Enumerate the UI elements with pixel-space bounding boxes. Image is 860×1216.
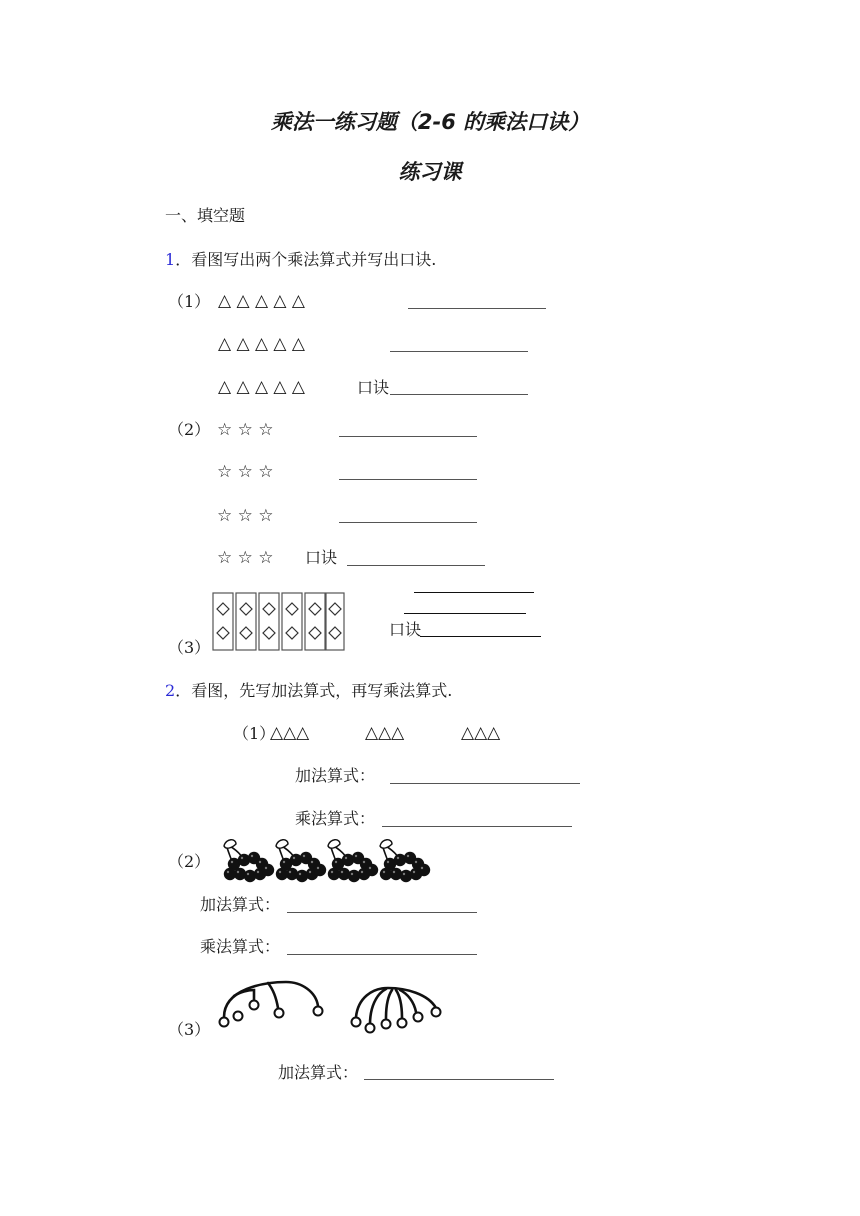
star-row: ☆ ☆ ☆ (217, 506, 274, 526)
sub-label: （2） (168, 420, 211, 439)
question-2 (165, 681, 452, 701)
answer-blank[interactable] (339, 479, 477, 480)
addition-label: 加法算式： (295, 766, 376, 785)
koujue-label: 口诀 (357, 378, 390, 397)
answer-blank[interactable] (408, 308, 546, 309)
answer-blank[interactable] (390, 351, 528, 352)
page-title: 乘法一练习题（2-6 的乘法口诀） (270, 110, 590, 134)
answer-blank[interactable] (364, 1079, 554, 1080)
question-number: 2 (165, 681, 176, 700)
star-row: ☆ ☆ ☆ (217, 420, 274, 440)
triangle-row: △ △ △ △ △ (218, 291, 305, 311)
answer-blank[interactable] (414, 592, 534, 593)
koujue-label: 口诀 (305, 548, 338, 567)
multiplication-label: 乘法算式： (200, 937, 281, 956)
cherry-groups-figure (222, 838, 426, 886)
triangle-group: △△△ (365, 723, 405, 743)
triangle-row: △ △ △ △ △ (218, 334, 305, 354)
branch-figure-right (348, 984, 444, 1036)
answer-blank[interactable] (347, 565, 485, 566)
diamond-boxes-figure (212, 592, 346, 652)
sub-label: （3） (168, 638, 211, 657)
question-text: ．看图写出两个乘法算式并写出口诀. (175, 250, 437, 269)
answer-blank[interactable] (287, 912, 477, 913)
cherry-cluster (224, 840, 274, 882)
multiplication-label: 乘法算式： (295, 809, 376, 828)
cherry-cluster (380, 840, 430, 882)
triangle-group: △△△ (270, 723, 310, 743)
sub-label: （3） (168, 1020, 211, 1039)
sub-label: （1） (233, 724, 276, 743)
sub-label: （2） (168, 852, 211, 871)
triangle-row: △ △ △ △ △ (218, 377, 305, 397)
branch-figure-left (214, 974, 324, 1032)
answer-blank[interactable] (287, 954, 477, 955)
addition-label: 加法算式： (200, 895, 281, 914)
question-1 (165, 250, 436, 270)
question-number: 1 (165, 250, 176, 269)
answer-blank[interactable] (382, 826, 572, 827)
page-subtitle: 练习课 (398, 160, 462, 184)
star-row: ☆ ☆ ☆ (217, 462, 274, 482)
answer-blank[interactable] (339, 436, 477, 437)
cherry-cluster (328, 840, 378, 882)
answer-blank[interactable] (390, 394, 528, 395)
answer-blank[interactable] (339, 522, 477, 523)
answer-blank[interactable] (404, 613, 526, 614)
answer-blank[interactable] (420, 636, 541, 637)
answer-blank[interactable] (390, 783, 580, 784)
sub-label: （1） (168, 292, 211, 311)
addition-label: 加法算式： (278, 1063, 359, 1082)
question-text: ．看图，先写加法算式，再写乘法算式. (175, 681, 453, 700)
section-heading: 一、填空题 (165, 206, 246, 225)
star-row: ☆ ☆ ☆ (217, 548, 274, 568)
koujue-label: 口诀 (389, 620, 422, 639)
triangle-group: △△△ (461, 723, 501, 743)
cherry-cluster (276, 840, 326, 882)
